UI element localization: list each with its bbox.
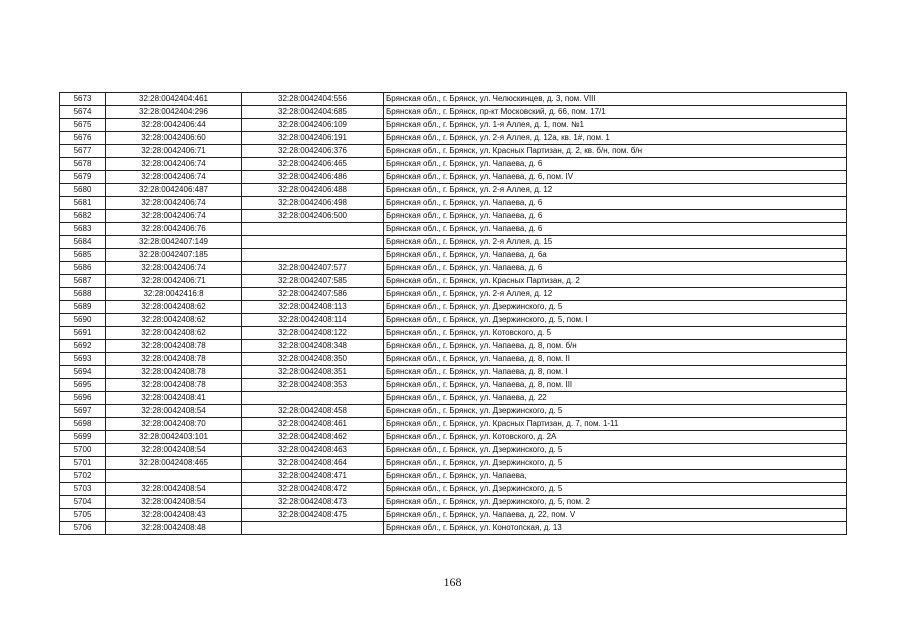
cadastral-number-cell: 32:28:0042406:487 [106, 184, 242, 197]
address-cell: Брянская обл., г. Брянск, ул. Чапаева, д. 8, пом. б/н [384, 340, 847, 353]
address-cell: Брянская обл., г. Брянск, пр-кт Московский, д. 66, пом. 17/1 [384, 106, 847, 119]
row-number-cell: 5706 [60, 522, 106, 535]
address-cell: Брянская обл., г. Брянск, ул. Чапаева, д. 6, пом. IV [384, 171, 847, 184]
table-row [60, 457, 847, 470]
building-cadastral-number-cell: 32:28:0042406:498 [242, 197, 384, 210]
table-row [60, 301, 847, 314]
address-cell: Брянская обл., г. Брянск, ул. Чапаева, д. 6 [384, 158, 847, 171]
row-number-cell: 5690 [60, 314, 106, 327]
address-cell: Брянская обл., г. Брянск, ул. Чапаева, д. 6 [384, 262, 847, 275]
row-number-cell: 5682 [60, 210, 106, 223]
cadastral-number-cell: 32:28:0042406:71 [106, 145, 242, 158]
cadastral-number-cell: 32:28:0042408:48 [106, 522, 242, 535]
cadastral-number-cell: 32:28:0042408:62 [106, 327, 242, 340]
building-cadastral-number-cell: 32:28:0042406:488 [242, 184, 384, 197]
cadastral-number-cell: 32:28:0042407:149 [106, 236, 242, 249]
cadastral-number-cell: 32:28:0042408:78 [106, 353, 242, 366]
row-number-cell: 5677 [60, 145, 106, 158]
address-cell: Брянская обл., г. Брянск, ул. 2-я Аллея, д. 15 [384, 236, 847, 249]
building-cadastral-number-cell: 32:28:0042407:585 [242, 275, 384, 288]
table-row [60, 197, 847, 210]
row-number-cell: 5693 [60, 353, 106, 366]
row-number-cell: 5673 [60, 93, 106, 106]
address-cell: Брянская обл., г. Брянск, ул. Котовского, д. 5 [384, 327, 847, 340]
building-cadastral-number-cell: 32:28:0042408:350 [242, 353, 384, 366]
cadastral-number-cell: 32:28:0042406:60 [106, 132, 242, 145]
row-number-cell: 5698 [60, 418, 106, 431]
building-cadastral-number-cell: 32:28:0042407:577 [242, 262, 384, 275]
building-cadastral-number-cell: 32:28:0042408:348 [242, 340, 384, 353]
address-cell: Брянская обл., г. Брянск, ул. Дзержинского, д. 5 [384, 483, 847, 496]
address-cell: Брянская обл., г. Брянск, ул. Дзержинского, д. 5, пом. I [384, 314, 847, 327]
cadastral-number-cell: 32:28:0042408:78 [106, 379, 242, 392]
row-number-cell: 5697 [60, 405, 106, 418]
address-cell: Брянская обл., г. Брянск, ул. Чапаева, д. 8, пом. II [384, 353, 847, 366]
row-number-cell: 5695 [60, 379, 106, 392]
registry-table-body [60, 93, 847, 535]
row-number-cell: 5691 [60, 327, 106, 340]
table-row [60, 379, 847, 392]
address-cell: Брянская обл., г. Брянск, ул. Конотопская, д. 13 [384, 522, 847, 535]
cadastral-number-cell: 32:28:0042406:76 [106, 223, 242, 236]
row-number-cell: 5689 [60, 301, 106, 314]
row-number-cell: 5696 [60, 392, 106, 405]
building-cadastral-number-cell: 32:28:0042408:353 [242, 379, 384, 392]
cadastral-number-cell: 32:28:0042408:465 [106, 457, 242, 470]
address-cell: Брянская обл., г. Брянск, ул. Чапаева, д. 6а [384, 249, 847, 262]
address-cell: Брянская обл., г. Брянск, ул. Чапаева, д. 22 [384, 392, 847, 405]
table-row [60, 158, 847, 171]
address-cell: Брянская обл., г. Брянск, ул. Котовского, д. 2А [384, 431, 847, 444]
cadastral-number-cell: 32:28:0042408:62 [106, 314, 242, 327]
table-row [60, 288, 847, 301]
address-cell: Брянская обл., г. Брянск, ул. Чапаева, д. 22, пом. V [384, 509, 847, 522]
address-cell: Брянская обл., г. Брянск, ул. Красных Партизан, д. 7, пом. 1-11 [384, 418, 847, 431]
table-row [60, 262, 847, 275]
row-number-cell: 5704 [60, 496, 106, 509]
cadastral-number-cell: 32:28:0042406:74 [106, 158, 242, 171]
cadastral-number-cell: 32:28:0042408:43 [106, 509, 242, 522]
table-row [60, 405, 847, 418]
table-row [60, 93, 847, 106]
address-cell: Брянская обл., г. Брянск, ул. Чапаева, д. 6 [384, 210, 847, 223]
row-number-cell: 5700 [60, 444, 106, 457]
cadastral-number-cell: 32:28:0042416:8 [106, 288, 242, 301]
building-cadastral-number-cell: 32:28:0042408:462 [242, 431, 384, 444]
building-cadastral-number-cell: 32:28:0042408:475 [242, 509, 384, 522]
address-cell: Брянская обл., г. Брянск, ул. Чапаева, д. 6 [384, 223, 847, 236]
cadastral-number-cell: 32:28:0042408:78 [106, 340, 242, 353]
address-cell: Брянская обл., г. Брянск, ул. 1-я Аллея, д. 1, пом. №1 [384, 119, 847, 132]
table-row [60, 171, 847, 184]
building-cadastral-number-cell: 32:28:0042408:472 [242, 483, 384, 496]
building-cadastral-number-cell: 32:28:0042408:463 [242, 444, 384, 457]
building-cadastral-number-cell: 32:28:0042406:109 [242, 119, 384, 132]
table-row [60, 106, 847, 119]
building-cadastral-number-cell: 32:28:0042408:461 [242, 418, 384, 431]
building-cadastral-number-cell: 32:28:0042404:556 [242, 93, 384, 106]
row-number-cell: 5674 [60, 106, 106, 119]
row-number-cell: 5694 [60, 366, 106, 379]
address-cell: Брянская обл., г. Брянск, ул. Красных Партизан, д. 2, кв. б/н, пом. б/н [384, 145, 847, 158]
building-cadastral-number-cell [242, 522, 384, 535]
building-cadastral-number-cell: 32:28:0042406:191 [242, 132, 384, 145]
cadastral-number-cell: 32:28:0042408:54 [106, 496, 242, 509]
row-number-cell: 5702 [60, 470, 106, 483]
cadastral-number-cell [106, 470, 242, 483]
row-number-cell: 5692 [60, 340, 106, 353]
building-cadastral-number-cell: 32:28:0042406:376 [242, 145, 384, 158]
address-cell: Брянская обл., г. Брянск, ул. Дзержинского, д. 5 [384, 301, 847, 314]
cadastral-number-cell: 32:28:0042403:101 [106, 431, 242, 444]
row-number-cell: 5688 [60, 288, 106, 301]
cadastral-number-cell: 32:28:0042406:71 [106, 275, 242, 288]
building-cadastral-number-cell [242, 236, 384, 249]
row-number-cell: 5678 [60, 158, 106, 171]
row-number-cell: 5701 [60, 457, 106, 470]
building-cadastral-number-cell: 32:28:0042408:464 [242, 457, 384, 470]
cadastral-number-cell: 32:28:0042404:296 [106, 106, 242, 119]
row-number-cell: 5681 [60, 197, 106, 210]
row-number-cell: 5703 [60, 483, 106, 496]
table-row [60, 223, 847, 236]
cadastral-number-cell: 32:28:0042408:62 [106, 301, 242, 314]
cadastral-number-cell: 32:28:0042406:74 [106, 171, 242, 184]
address-cell: Брянская обл., г. Брянск, ул. Дзержинского, д. 5, пом. 2 [384, 496, 847, 509]
row-number-cell: 5679 [60, 171, 106, 184]
address-cell: Брянская обл., г. Брянск, ул. Челюскинцев, д. 3, пом. VIII [384, 93, 847, 106]
page-number: 168 [443, 575, 462, 589]
table-row [60, 236, 847, 249]
row-number-cell: 5680 [60, 184, 106, 197]
cadastral-number-cell: 32:28:0042407:185 [106, 249, 242, 262]
cadastral-number-cell: 32:28:0042408:54 [106, 444, 242, 457]
table-row [60, 509, 847, 522]
table-row [60, 314, 847, 327]
cadastral-number-cell: 32:28:0042406:74 [106, 197, 242, 210]
building-cadastral-number-cell: 32:28:0042406:465 [242, 158, 384, 171]
row-number-cell: 5683 [60, 223, 106, 236]
cadastral-number-cell: 32:28:0042406:44 [106, 119, 242, 132]
address-cell: Брянская обл., г. Брянск, ул. Чапаева, д. 8, пом. III [384, 379, 847, 392]
building-cadastral-number-cell: 32:28:0042408:473 [242, 496, 384, 509]
row-number-cell: 5676 [60, 132, 106, 145]
building-cadastral-number-cell: 32:28:0042408:351 [242, 366, 384, 379]
table-row [60, 275, 847, 288]
cadastral-number-cell: 32:28:0042406:74 [106, 262, 242, 275]
building-cadastral-number-cell [242, 223, 384, 236]
row-number-cell: 5684 [60, 236, 106, 249]
row-number-cell: 5675 [60, 119, 106, 132]
building-cadastral-number-cell: 32:28:0042408:114 [242, 314, 384, 327]
table-row [60, 132, 847, 145]
table-row [60, 184, 847, 197]
building-cadastral-number-cell: 32:28:0042408:122 [242, 327, 384, 340]
address-cell: Брянская обл., г. Брянск, ул. Чапаева, [384, 470, 847, 483]
row-number-cell: 5687 [60, 275, 106, 288]
building-cadastral-number-cell: 32:28:0042408:113 [242, 301, 384, 314]
cadastral-number-cell: 32:28:0042408:54 [106, 405, 242, 418]
table-row [60, 145, 847, 158]
cadastral-number-cell: 32:28:0042406:74 [106, 210, 242, 223]
address-cell: Брянская обл., г. Брянск, ул. 2-я Аллея, д. 12 [384, 288, 847, 301]
table-row [60, 444, 847, 457]
building-cadastral-number-cell: 32:28:0042407:586 [242, 288, 384, 301]
cadastral-number-cell: 32:28:0042404:461 [106, 93, 242, 106]
cadastral-number-cell: 32:28:0042408:54 [106, 483, 242, 496]
table-row [60, 249, 847, 262]
building-cadastral-number-cell [242, 249, 384, 262]
building-cadastral-number-cell: 32:28:0042404:685 [242, 106, 384, 119]
cadastral-number-cell: 32:28:0042408:78 [106, 366, 242, 379]
address-cell: Брянская обл., г. Брянск, ул. 2-я Аллея, д. 12а, кв. 1#, пом. 1 [384, 132, 847, 145]
table-row [60, 522, 847, 535]
row-number-cell: 5685 [60, 249, 106, 262]
row-number-cell: 5699 [60, 431, 106, 444]
address-cell: Брянская обл., г. Брянск, ул. Чапаева, д. 8, пом. I [384, 366, 847, 379]
table-row [60, 210, 847, 223]
registry-table [59, 92, 847, 535]
building-cadastral-number-cell: 32:28:0042408:458 [242, 405, 384, 418]
building-cadastral-number-cell: 32:28:0042406:500 [242, 210, 384, 223]
address-cell: Брянская обл., г. Брянск, ул. Чапаева, д. 6 [384, 197, 847, 210]
cadastral-number-cell: 32:28:0042408:41 [106, 392, 242, 405]
table-row [60, 483, 847, 496]
building-cadastral-number-cell [242, 392, 384, 405]
table-row [60, 119, 847, 132]
table-row [60, 340, 847, 353]
address-cell: Брянская обл., г. Брянск, ул. Дзержинского, д. 5 [384, 457, 847, 470]
table-row [60, 353, 847, 366]
address-cell: Брянская обл., г. Брянск, ул. Красных Партизан, д. 2 [384, 275, 847, 288]
row-number-cell: 5686 [60, 262, 106, 275]
cadastral-number-cell: 32:28:0042408:70 [106, 418, 242, 431]
table-row [60, 366, 847, 379]
table-row [60, 496, 847, 509]
building-cadastral-number-cell: 32:28:0042406:486 [242, 171, 384, 184]
table-row [60, 470, 847, 483]
table-row [60, 392, 847, 405]
building-cadastral-number-cell: 32:28:0042408:471 [242, 470, 384, 483]
address-cell: Брянская обл., г. Брянск, ул. 2-я Аллея, д. 12 [384, 184, 847, 197]
table-row [60, 418, 847, 431]
row-number-cell: 5705 [60, 509, 106, 522]
table-row [60, 431, 847, 444]
address-cell: Брянская обл., г. Брянск, ул. Дзержинского, д. 5 [384, 405, 847, 418]
table-row [60, 327, 847, 340]
address-cell: Брянская обл., г. Брянск, ул. Дзержинского, д. 5 [384, 444, 847, 457]
